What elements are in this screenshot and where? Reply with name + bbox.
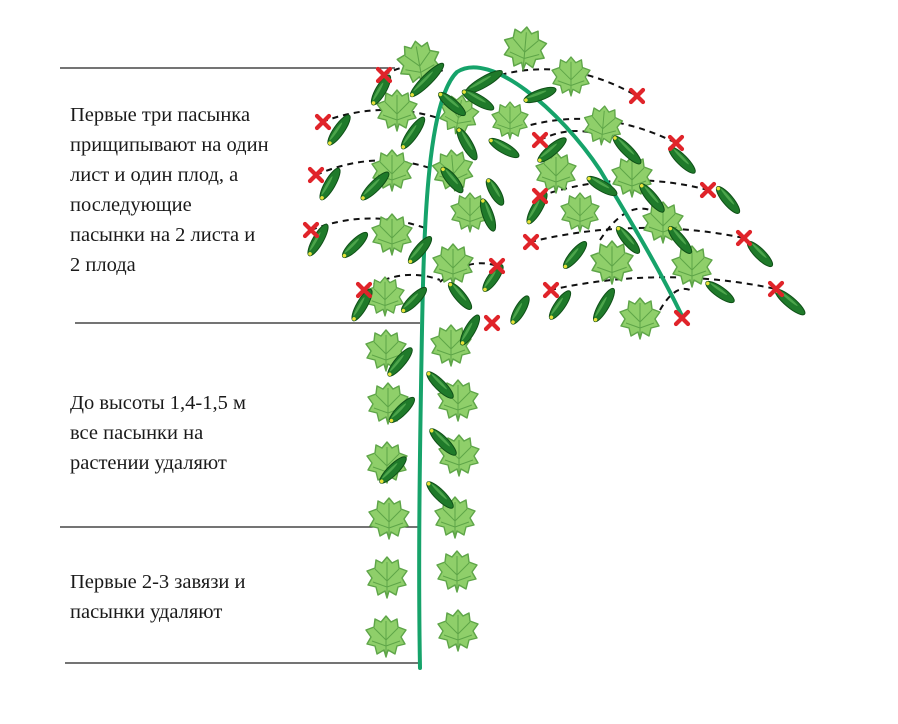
zone-top-line: прищипывают на один — [70, 134, 269, 156]
leaf-icon — [369, 498, 409, 539]
cucumber-icon — [507, 294, 532, 327]
pinch-cross-icon — [317, 116, 329, 128]
zone-top-line: пасынки на 2 листа и — [70, 224, 256, 246]
zone-top-line: Первые три пасынка — [70, 104, 251, 126]
cucumber-icon — [487, 135, 522, 161]
cucumber-icon — [424, 479, 457, 512]
leaf-icon — [561, 193, 599, 232]
leaf-icon — [395, 38, 444, 88]
pinch-cross-icon — [670, 137, 682, 149]
pinch-cross-icon — [525, 236, 537, 248]
zone-bottom-line: пасынки удаляют — [70, 601, 223, 623]
pinch-cross-icon — [702, 184, 714, 196]
leaf-icon — [502, 25, 548, 72]
cucumber-icon — [398, 284, 429, 315]
leaf-icon — [591, 241, 633, 284]
zone-middle-line: растении удаляют — [70, 452, 227, 474]
zone-top-description — [70, 100, 269, 280]
leaf-icon — [372, 214, 412, 255]
zone-top-line: последующие — [70, 194, 192, 216]
cucumber-icon — [339, 229, 370, 260]
zone-bottom-description — [70, 567, 245, 627]
pinch-cross-icon — [631, 90, 643, 102]
cucumber-icon — [445, 280, 475, 313]
pinch-cross-icon — [545, 284, 557, 296]
leaf-icon — [367, 557, 407, 598]
pinch-cross-icon — [486, 317, 498, 329]
cucumber-icon — [713, 184, 743, 217]
zone-middle-line: все пасынки на — [70, 422, 204, 444]
zone-top-line: лист и один плод, а — [70, 164, 239, 186]
cucumber-icon — [703, 278, 737, 306]
leaf-icon — [552, 57, 590, 96]
leaf-icon — [437, 551, 477, 592]
leaf-icon — [620, 298, 660, 339]
zone-middle-description — [70, 388, 246, 478]
pinch-cross-icon — [534, 134, 546, 146]
zone-top-line: 2 плода — [70, 254, 136, 276]
cucumber-icon — [480, 262, 507, 294]
zone-bottom-line: Первые 2-3 завязи и — [70, 571, 246, 593]
cucumber-icon — [590, 286, 618, 324]
zone-middle-line: До высоты 1,4-1,5 м — [70, 392, 246, 414]
cucumber-icon — [560, 239, 590, 272]
pinch-cross-icon — [305, 224, 317, 236]
leaf-icon — [366, 616, 406, 657]
pinch-cross-icon — [310, 169, 322, 181]
leaf-icon — [438, 610, 478, 651]
leaf-icon — [492, 102, 528, 139]
